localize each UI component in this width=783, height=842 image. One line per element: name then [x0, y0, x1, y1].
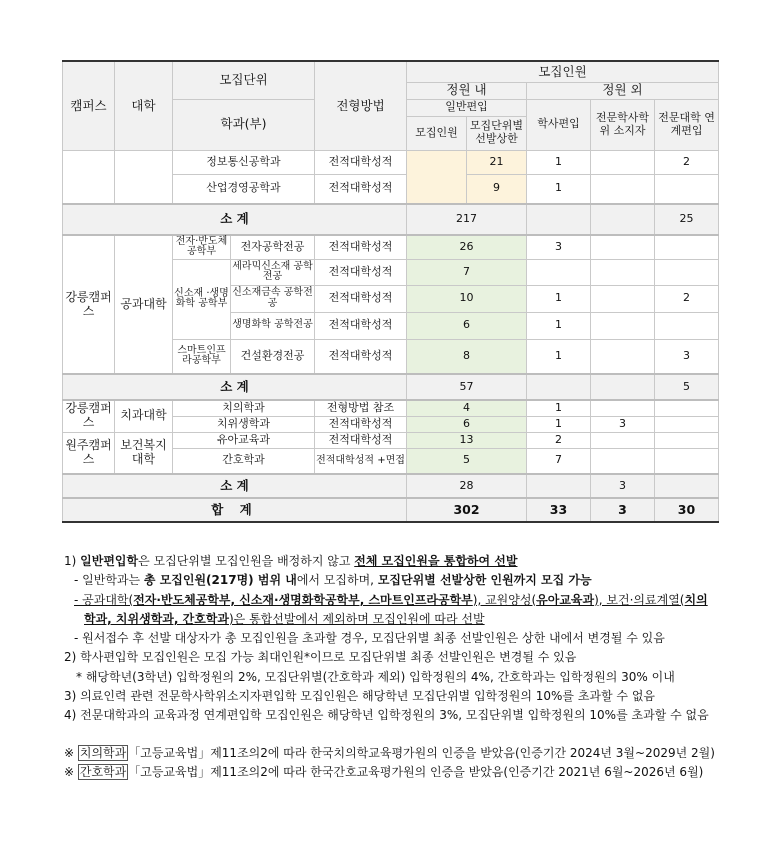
hakssa-cell: 2 — [527, 432, 591, 448]
method-cell: 전적대학성적 — [315, 312, 407, 339]
hakssa-cell: 1 — [527, 174, 591, 204]
group-cell: 전자·반도체 공학부 — [173, 235, 231, 259]
campus-cell: 강릉캠퍼스 — [63, 400, 115, 432]
method-cell: 전형방법 참조 — [315, 400, 407, 416]
header-dept: 학과(부) — [173, 99, 315, 150]
subtotal-label: 소 계 — [63, 204, 407, 235]
dept-cell: 신소재금속 공학전공 — [231, 285, 315, 312]
subtotal-quota: 57 — [407, 374, 527, 400]
dept-cell: 치의학과 — [173, 400, 315, 416]
dept-cell: 전자공학전공 — [231, 235, 315, 259]
method-cell: 전적대학성적 — [315, 432, 407, 448]
note-1-sub-3: - 원서접수 후 선발 대상자가 총 모집인원을 초과할 경우, 모집단위별 최종 선발인원은 상한 내에서 변경될 수 있음 — [74, 631, 665, 646]
dept-cell: 건설환경전공 — [231, 339, 315, 374]
subtotal-quota: 28 — [407, 474, 527, 498]
note-1-sub-1: - 일반학과는 총 모집인원(217명) 범위 내에서 모집하며, 모집단위별 선발상한 인원까지 모집 가능 — [74, 573, 592, 588]
hakssa-cell: 3 — [527, 235, 591, 259]
method-cell: 전적대학성적 — [315, 259, 407, 285]
subtotal-hakssa — [527, 474, 591, 498]
total-quota: 302 — [407, 498, 527, 522]
header-general: 일반편입 — [407, 99, 527, 116]
dept-cell: 치위생학과 — [173, 416, 315, 432]
table-row — [63, 150, 719, 174]
hakssa-cell: 1 — [527, 400, 591, 416]
quota-cell: 5 — [407, 448, 527, 474]
header-professional: 전문학사학위 소지자 — [591, 99, 655, 150]
prof-cell — [591, 448, 655, 474]
linked-cell: 2 — [655, 150, 719, 174]
quota-cell: 6 — [407, 312, 527, 339]
method-cell: 전적대학성적 +면접 — [315, 448, 407, 474]
quota-cell: 4 — [407, 400, 527, 416]
quota-cell — [407, 150, 467, 204]
admission-table-container — [62, 60, 718, 523]
subtotal-hakssa — [527, 204, 591, 235]
note-4: 4) 전문대학과의 교육과정 연계편입학 모집인원은 해당학년 입학정원의 3%, 모집단위별 입학정원의 10%를 초과할 수 없음 — [64, 708, 709, 723]
header-unit-cap: 모집단위별 선발상한 — [467, 116, 527, 150]
subtotal-prof — [591, 204, 655, 235]
subtotal-hakssa — [527, 374, 591, 400]
group-cell: 스마트인프 라공학부 — [173, 339, 231, 374]
quota-cell: 10 — [407, 285, 527, 312]
prof-cell — [591, 285, 655, 312]
subtotal-row — [63, 474, 719, 498]
hakssa-cell: 1 — [527, 150, 591, 174]
quota-cell: 13 — [407, 432, 527, 448]
hakssa-cell: 1 — [527, 312, 591, 339]
table-row — [63, 432, 719, 448]
subtotal-prof — [591, 374, 655, 400]
hakssa-cell: 7 — [527, 448, 591, 474]
subtotal-row — [63, 204, 719, 235]
table-row — [63, 235, 719, 259]
header-linked: 전문대학 연계편입 — [655, 99, 719, 150]
header-college: 대학 — [115, 61, 173, 150]
prof-cell — [591, 235, 655, 259]
linked-cell — [655, 312, 719, 339]
quota-cell: 8 — [407, 339, 527, 374]
method-cell: 전적대학성적 — [315, 285, 407, 312]
subtotal-label: 소 계 — [63, 374, 407, 400]
subtotal-quota: 217 — [407, 204, 527, 235]
header-within: 정원 내 — [407, 82, 527, 99]
note-2: 2) 학사편입학 모집인원은 모집 가능 최대인원*이므로 모집단위별 최종 선발인원은 변경될 수 있음 — [64, 650, 577, 665]
dept-cell: 세라믹신소재 공학전공 — [231, 259, 315, 285]
note-1-sub-2-cont: 학과, 치위생학과, 간호학과)은 통합선발에서 제외하며 모집인원에 따라 선발 — [84, 611, 485, 626]
college-cell — [115, 150, 173, 204]
linked-cell — [655, 432, 719, 448]
hakssa-cell: 1 — [527, 416, 591, 432]
header-campus: 캠퍼스 — [63, 61, 115, 150]
header-method: 전형방법 — [315, 61, 407, 150]
note-3: 3) 의료인력 관련 전문학사학위소지자편입학 모집인원은 해당학년 모집단위별 입학정원의 10%를 초과할 수 없음 — [64, 689, 655, 704]
prof-cell — [591, 339, 655, 374]
header-total-quota: 모집인원 — [407, 116, 467, 150]
header-hakssa: 학사편입 — [527, 99, 591, 150]
subtotal-label: 소 계 — [63, 474, 407, 498]
college-cell: 보건복지 대학 — [115, 432, 173, 474]
admission-quota-table — [62, 60, 719, 523]
remark-2: ※ 간호학과 「고등교육법」제11조의2에 따라 한국간호교육평가원의 인증을 받았음(인증기간 2021년 6월~2026년 6월) — [64, 764, 704, 779]
total-row — [63, 498, 719, 522]
campus-cell: 강릉캠퍼스 — [63, 235, 115, 374]
group-cell: 신소재 ·생명화학 공학부 — [173, 259, 231, 339]
college-cell: 공과대학 — [115, 235, 173, 374]
dept-cell: 산업경영공학과 — [173, 174, 315, 204]
hakssa-cell: 1 — [527, 339, 591, 374]
linked-cell: 2 — [655, 285, 719, 312]
subtotal-linked: 25 — [655, 204, 719, 235]
campus-cell — [63, 150, 115, 204]
header-outside: 정원 외 — [527, 82, 719, 99]
linked-cell — [655, 174, 719, 204]
linked-cell — [655, 235, 719, 259]
spacer — [64, 726, 724, 744]
remark-1: ※ 치의학과 「고등교육법」제11조의2에 따라 한국치의학교육평가원의 인증을 받았음(인증기간 2024년 3월~2029년 2월) — [64, 745, 715, 760]
subtotal-prof: 3 — [591, 474, 655, 498]
prof-cell — [591, 432, 655, 448]
method-cell: 전적대학성적 — [315, 235, 407, 259]
method-cell: 전적대학성적 — [315, 174, 407, 204]
prof-cell — [591, 259, 655, 285]
prof-cell: 3 — [591, 416, 655, 432]
hakssa-cell — [527, 259, 591, 285]
prof-cell — [591, 400, 655, 416]
subtotal-row — [63, 374, 719, 400]
subtotal-linked: 5 — [655, 374, 719, 400]
quota-cell: 26 — [407, 235, 527, 259]
total-linked: 30 — [655, 498, 719, 522]
prof-cell — [591, 312, 655, 339]
note-2-sub: * 해당학년(3학년) 입학정원의 2%, 모집단위별(간호학과 제외) 입학정원의 4%, 간호학과는 입학정원의 30% 이내 — [76, 669, 675, 684]
total-label: 합 계 — [63, 498, 407, 522]
linked-cell — [655, 259, 719, 285]
linked-cell — [655, 448, 719, 474]
college-cell: 치과대학 — [115, 400, 173, 432]
method-cell: 전적대학성적 — [315, 150, 407, 174]
linked-cell — [655, 416, 719, 432]
header-unit: 모집단위 — [173, 61, 315, 99]
total-prof: 3 — [591, 498, 655, 522]
method-cell: 전적대학성적 — [315, 339, 407, 374]
hakssa-cell: 1 — [527, 285, 591, 312]
dept-cell: 유아교육과 — [173, 432, 315, 448]
quota-cell: 6 — [407, 416, 527, 432]
note-1: 1) 일반편입학은 모집단위별 모집인원을 배정하지 않고 전체 모집인원을 통합하여 선발 — [64, 554, 518, 568]
prof-cell — [591, 174, 655, 204]
dept-cell: 생명화학 공학전공 — [231, 312, 315, 339]
cap-cell: 21 — [467, 150, 527, 174]
linked-cell: 3 — [655, 339, 719, 374]
note-1-sub-2: - 공과대학(전자·반도체공학부, 신소재·생명화학공학부, 스마트인프라공학부), 교원양성(유아교육과), 보건·의료계열(치의 — [74, 592, 708, 607]
table-row — [63, 400, 719, 416]
method-cell: 전적대학성적 — [315, 416, 407, 432]
cap-cell: 9 — [467, 174, 527, 204]
campus-cell: 원주캠퍼스 — [63, 432, 115, 474]
notes-section — [64, 552, 724, 782]
prof-cell — [591, 150, 655, 174]
quota-cell: 7 — [407, 259, 527, 285]
subtotal-linked — [655, 474, 719, 498]
dept-cell: 정보통신공학과 — [173, 150, 315, 174]
linked-cell — [655, 400, 719, 416]
total-hakssa: 33 — [527, 498, 591, 522]
header-quota: 모집인원 — [407, 61, 719, 82]
dept-cell: 간호학과 — [173, 448, 315, 474]
